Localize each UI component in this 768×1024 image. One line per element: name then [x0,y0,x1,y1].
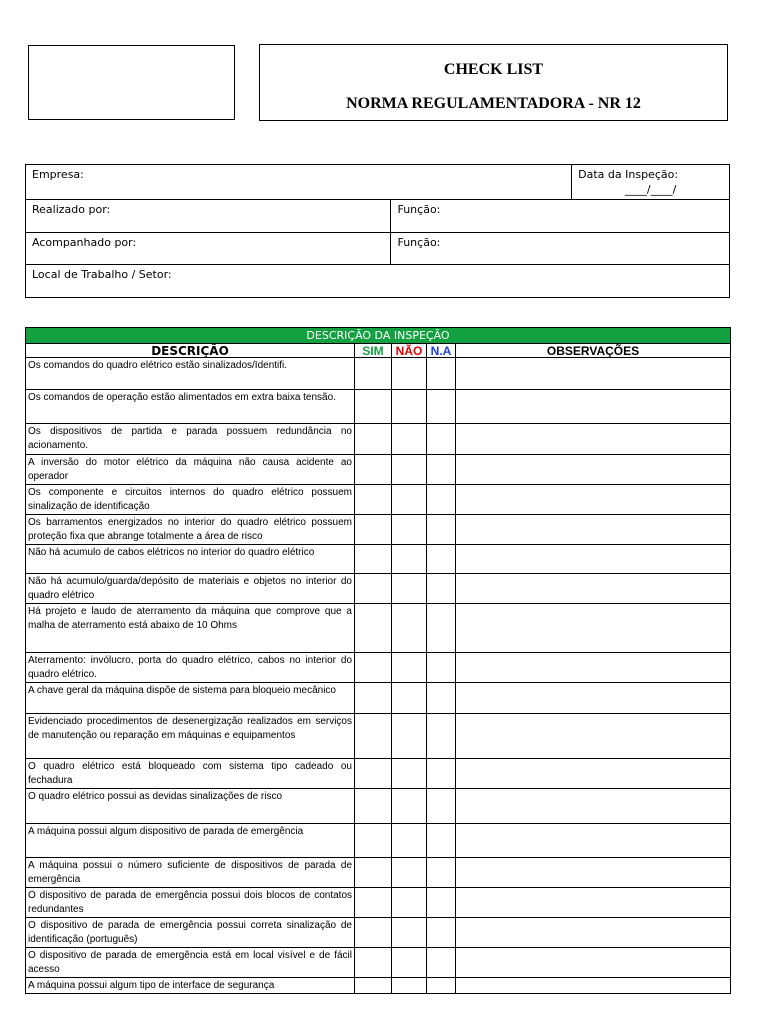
checklist-row [26,574,731,604]
na-cell[interactable] [427,888,456,918]
nao-cell[interactable] [392,545,427,574]
na-cell[interactable] [427,390,456,424]
checklist-item-description: O dispositivo de parada de emergência possui dois blocos de contatos redundantes [26,888,355,918]
checklist-row [26,888,731,918]
na-cell[interactable] [427,858,456,888]
sim-cell[interactable] [355,358,392,390]
checklist-item-description: Os comandos do quadro elétrico estão sinalizados/Identifi. [26,358,355,390]
checklist-banner: DESCRIÇÃO DA INSPEÇÃO [26,328,731,344]
checklist-item-description: Os barramentos energizados no interior do quadro elétrico possuem proteção fixa que abrange totalmente a área de risco [26,515,355,545]
nao-cell[interactable] [392,978,427,994]
checklist-row [26,424,731,455]
checklist-row [26,515,731,545]
checklist-row [26,653,731,683]
checklist-item-description: A chave geral da máquina dispõe de sistema para bloqueio mecânico [26,683,355,714]
sim-cell[interactable] [355,485,392,515]
observacoes-cell[interactable] [456,918,731,948]
na-cell[interactable] [427,948,456,978]
observacoes-cell[interactable] [456,789,731,824]
checklist-row [26,683,731,714]
checklist-row [26,390,731,424]
observacoes-cell[interactable] [456,978,731,994]
sim-cell[interactable] [355,759,392,789]
acompanhado-por-label: Acompanhado por: [32,236,137,249]
checklist-item-description: A máquina possui algum tipo de interface de segurança [26,978,355,994]
checklist-item-description: Aterramento: invólucro, porta do quadro elétrico, cabos no interior do quadro elétrico. [26,653,355,683]
checklist-rows [26,358,731,994]
observacoes-cell[interactable] [456,824,731,858]
col-header-descricao: DESCRIÇÃO [26,344,355,358]
nao-cell[interactable] [392,714,427,759]
checklist-row [26,714,731,759]
checklist-item-description: A inversão do motor elétrico da máquina não causa acidente ao operador [26,455,355,485]
observacoes-cell[interactable] [456,390,731,424]
observacoes-cell[interactable] [456,515,731,545]
nao-cell[interactable] [392,574,427,604]
checklist-item-description: Não há acumulo de cabos elétricos no interior do quadro elétrico [26,545,355,574]
sim-cell[interactable] [355,948,392,978]
observacoes-cell[interactable] [456,888,731,918]
col-header-sim: SIM [355,344,392,358]
local-trabalho-label: Local de Trabalho / Setor: [32,268,172,281]
nao-cell[interactable] [392,858,427,888]
observacoes-cell[interactable] [456,485,731,515]
observacoes-cell[interactable] [456,714,731,759]
nao-cell[interactable] [392,824,427,858]
title-norma: NORMA REGULAMENTADORA - NR 12 [346,95,641,112]
checklist-item-description: A máquina possui o número suficiente de dispositivos de parada de emergência [26,858,355,888]
nao-cell[interactable] [392,918,427,948]
data-inspecao-placeholder: ____/____/ [624,183,677,196]
observacoes-cell[interactable] [456,574,731,604]
checklist-item-description: Evidenciado procedimentos de desenergização realizados em serviços de manutenção ou reparação em máquinas e equipamentos [26,714,355,759]
checklist-item-description: A máquina possui algum dispositivo de parada de emergência [26,824,355,858]
nao-cell[interactable] [392,948,427,978]
sim-cell[interactable] [355,455,392,485]
na-cell[interactable] [427,358,456,390]
col-header-nao: NÃO [392,344,427,358]
checklist-item-description: O quadro elétrico está bloqueado com sistema tipo cadeado ou fechadura [26,759,355,789]
sim-cell[interactable] [355,918,392,948]
observacoes-cell[interactable] [456,424,731,455]
na-cell[interactable] [427,759,456,789]
observacoes-cell[interactable] [456,683,731,714]
checklist-row [26,918,731,948]
nao-cell[interactable] [392,455,427,485]
realizado-por-field[interactable] [26,200,391,233]
observacoes-cell[interactable] [456,604,731,653]
nao-cell[interactable] [392,515,427,545]
checklist-row [26,978,731,994]
sim-cell[interactable] [355,653,392,683]
checklist-item-description: Os dispositivos de partida e parada possuem redundância no acionamento. [26,424,355,455]
nao-cell[interactable] [392,683,427,714]
nao-cell[interactable] [392,888,427,918]
nao-cell[interactable] [392,358,427,390]
na-cell[interactable] [427,683,456,714]
checklist-item-description: O quadro elétrico possui as devidas sinalizações de risco [26,789,355,824]
realizado-por-label: Realizado por: [32,203,111,216]
nao-cell[interactable] [392,390,427,424]
title-box [259,44,728,121]
nao-cell[interactable] [392,759,427,789]
observacoes-cell[interactable] [456,948,731,978]
na-cell[interactable] [427,604,456,653]
na-cell[interactable] [427,978,456,994]
observacoes-cell[interactable] [456,653,731,683]
empresa-field[interactable] [26,165,572,200]
sim-cell[interactable] [355,545,392,574]
col-header-observacoes: OBSERVAÇÕES [456,344,731,358]
checklist-row [26,455,731,485]
checklist-row [26,545,731,574]
observacoes-cell[interactable] [456,759,731,789]
nao-cell[interactable] [392,653,427,683]
na-cell[interactable] [427,789,456,824]
na-cell[interactable] [427,485,456,515]
observacoes-cell[interactable] [456,455,731,485]
na-cell[interactable] [427,515,456,545]
sim-cell[interactable] [355,824,392,858]
nao-cell[interactable] [392,789,427,824]
local-trabalho-field[interactable] [26,265,730,298]
title-check-list: CHECK LIST [443,61,544,78]
sim-cell[interactable] [355,574,392,604]
sim-cell[interactable] [355,858,392,888]
na-cell[interactable] [427,455,456,485]
sim-cell[interactable] [355,390,392,424]
sim-cell[interactable] [355,515,392,545]
na-cell[interactable] [427,918,456,948]
observacoes-cell[interactable] [456,858,731,888]
observacoes-cell[interactable] [456,545,731,574]
checklist-item-description: O dispositivo de parada de emergência está em local visível e de fácil acesso [26,948,355,978]
checklist-row [26,604,731,653]
checklist-row [26,948,731,978]
checklist-row [26,824,731,858]
checklist-row [26,759,731,789]
sim-cell[interactable] [355,978,392,994]
checklist-item-description: Os comandos de operação estão alimentados em extra baixa tensão. [26,390,355,424]
nao-cell[interactable] [392,485,427,515]
na-cell[interactable] [427,424,456,455]
na-cell[interactable] [427,545,456,574]
checklist-item-description: Os componente e circuitos internos do quadro elétrico possuem sinalização de identificação [26,485,355,515]
funcao-field-1[interactable] [391,200,730,233]
na-cell[interactable] [427,574,456,604]
col-header-na: N.A [427,344,456,358]
checklist-row [26,789,731,824]
checklist-row [26,485,731,515]
na-cell[interactable] [427,714,456,759]
inspection-checklist-table [25,327,731,994]
checklist-row [26,858,731,888]
funcao-field-2[interactable] [391,233,730,265]
na-cell[interactable] [427,824,456,858]
acompanhado-por-field[interactable] [26,233,391,265]
checklist-item-description: Não há acumulo/guarda/depósito de materiais e objetos no interior do quadro elétrico [26,574,355,604]
data-inspecao-label: Data da Inspeção: [578,168,679,181]
checklist-item-description: Há projeto e laudo de aterramento da máquina que comprove que a malha de aterramento está abaixo de 10 Ohms [26,604,355,653]
sim-cell[interactable] [355,424,392,455]
sim-cell[interactable] [355,604,392,653]
data-inspecao-field[interactable] [572,165,730,200]
observacoes-cell[interactable] [456,358,731,390]
logo-placeholder-box [28,45,235,120]
nao-cell[interactable] [392,424,427,455]
sim-cell[interactable] [355,714,392,759]
checklist-row [26,358,731,390]
nao-cell[interactable] [392,604,427,653]
sim-cell[interactable] [355,789,392,824]
sim-cell[interactable] [355,683,392,714]
sim-cell[interactable] [355,888,392,918]
empresa-label: Empresa: [32,168,84,181]
funcao-label-1: Função: [397,203,441,216]
checklist-item-description: O dispositivo de parada de emergência possui correta sinalização de identificação (português) [26,918,355,948]
na-cell[interactable] [427,653,456,683]
inspection-info-table [25,164,730,298]
funcao-label-2: Função: [397,236,441,249]
